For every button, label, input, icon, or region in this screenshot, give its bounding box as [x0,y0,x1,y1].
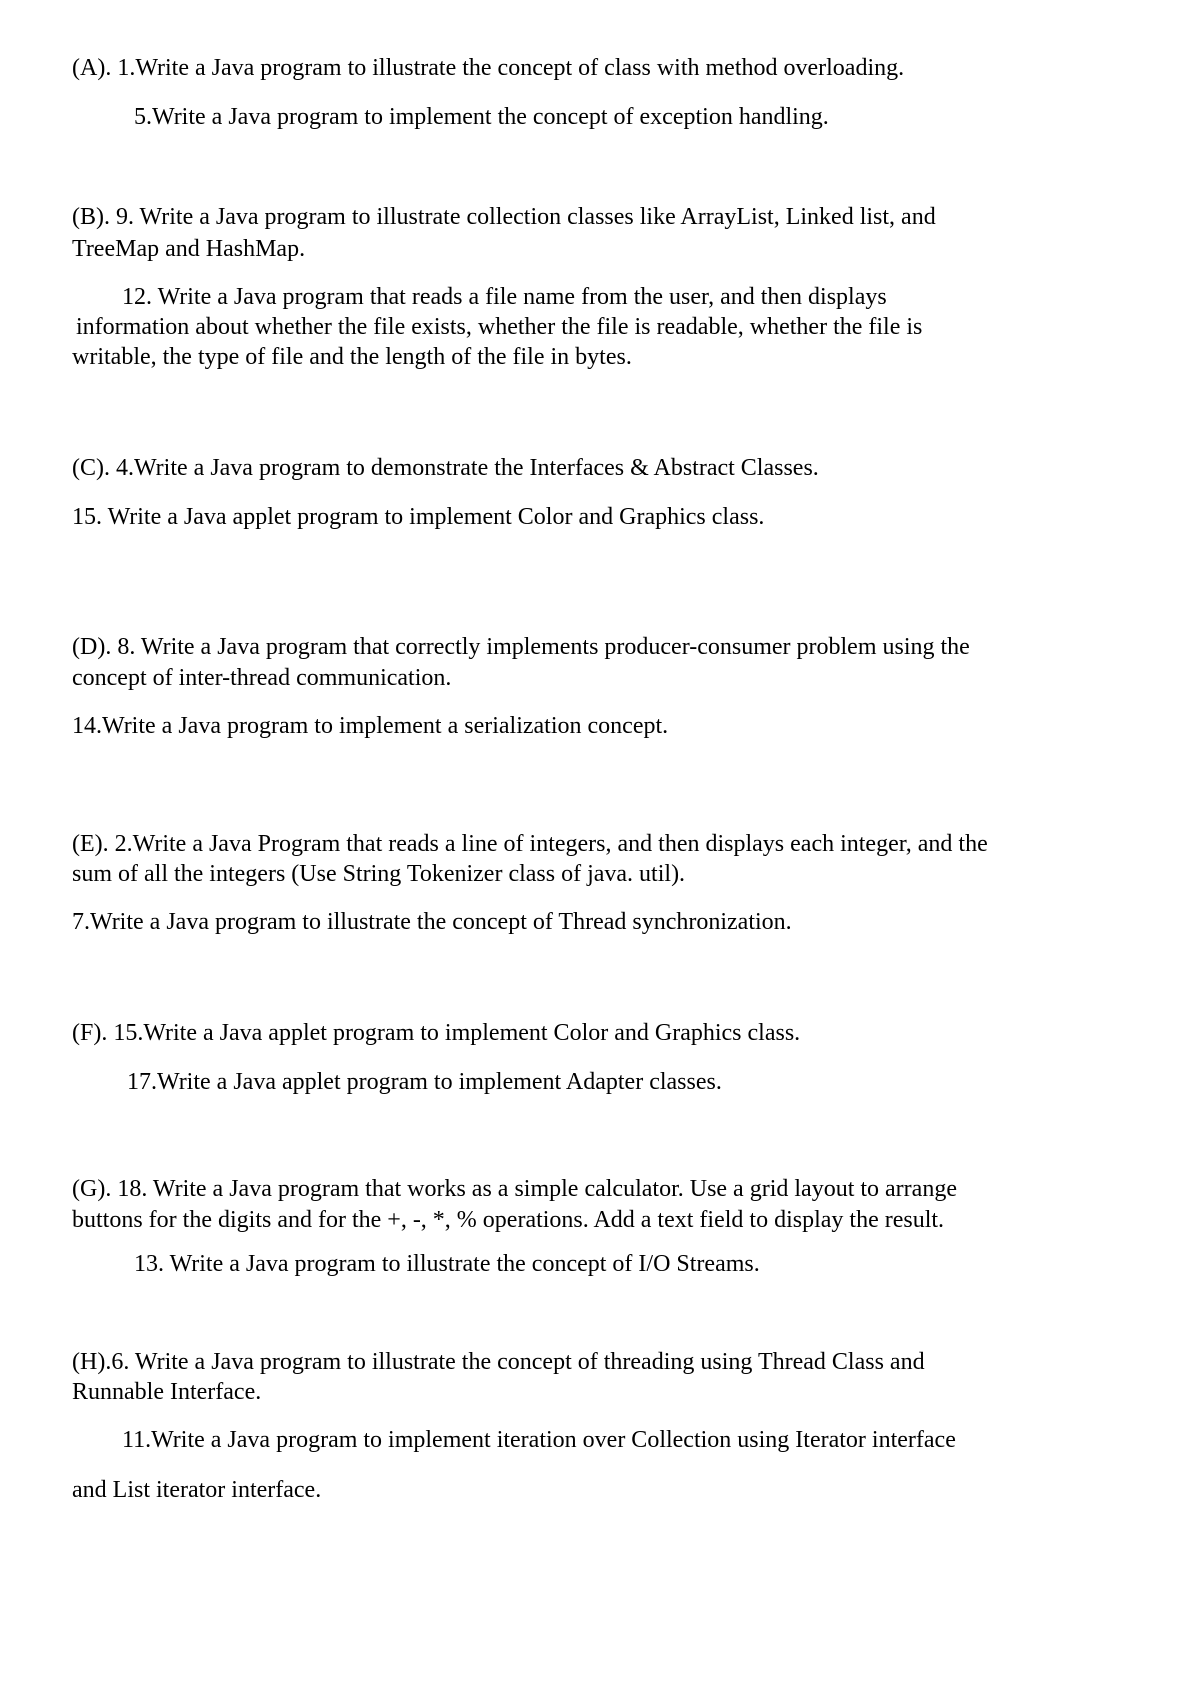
section-c-line-1: (C). 4.Write a Java program to demonstrate the Interfaces & Abstract Classes. [72,455,819,481]
section-d-line-3: 14.Write a Java program to implement a serialization concept. [72,713,669,739]
section-f-line-2: 17.Write a Java applet program to implement Adapter classes. [127,1069,722,1095]
section-b-line-1: (B). 9. Write a Java program to illustrate collection classes like ArrayList, Linked list, and [72,204,936,230]
section-h-line-3: 11.Write a Java program to implement iteration over Collection using Iterator interface [122,1427,956,1453]
section-b-line-2: TreeMap and HashMap. [72,236,306,262]
section-d-line-2: concept of inter-thread communication. [72,665,452,691]
section-h-line-4: and List iterator interface. [72,1477,322,1503]
section-a-line-1: (A). 1.Write a Java program to illustrate the concept of class with method overloading. [72,55,905,81]
section-h-line-1: (H).6. Write a Java program to illustrate the concept of threading using Thread Class and [72,1349,925,1375]
section-g-line-3: 13. Write a Java program to illustrate the concept of I/O Streams. [134,1251,760,1277]
section-g-line-1: (G). 18. Write a Java program that works as a simple calculator. Use a grid layout to arrange [72,1176,957,1202]
section-a-line-2: 5.Write a Java program to implement the concept of exception handling. [134,104,829,130]
section-b-line-5: writable, the type of file and the length of the file in bytes. [72,344,632,370]
section-f-line-1: (F). 15.Write a Java applet program to implement Color and Graphics class. [72,1020,801,1046]
section-b-line-3: 12. Write a Java program that reads a file name from the user, and then displays [122,284,887,310]
section-e-line-1: (E). 2.Write a Java Program that reads a line of integers, and then displays each integer, and the [72,831,988,857]
section-h-line-2: Runnable Interface. [72,1379,262,1405]
section-d-line-1: (D). 8. Write a Java program that correctly implements producer-consumer problem using the [72,634,970,660]
section-c-line-2: 15. Write a Java applet program to implement Color and Graphics class. [72,504,765,530]
section-g-line-2: buttons for the digits and for the +, -, *, % operations. Add a text field to display the result. [72,1207,945,1233]
section-e-line-3: 7.Write a Java program to illustrate the concept of Thread synchronization. [72,909,792,935]
section-b-line-4: information about whether the file exists, whether the file is readable, whether the file is [76,314,923,340]
section-e-line-2: sum of all the integers (Use String Tokenizer class of java. util). [72,861,686,887]
